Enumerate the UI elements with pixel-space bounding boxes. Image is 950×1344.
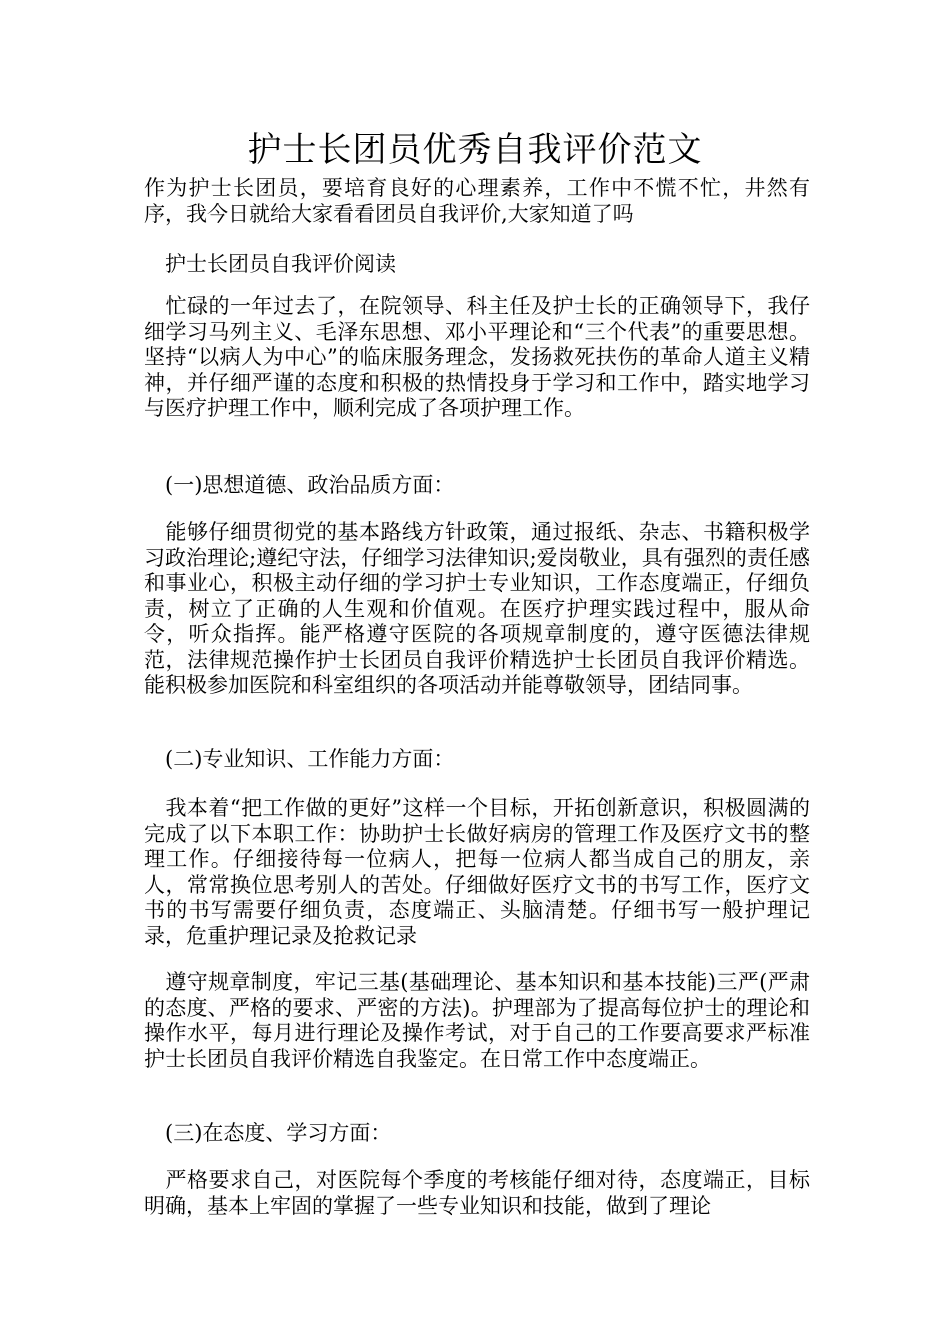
body-paragraph: 严格要求自己，对医院每个季度的考核能仔细对待，态度端正，目标明确，基本上牢固的掌握了一些专业知识和技能，做到了理论 — [144, 1168, 810, 1218]
body-paragraph: 我本着“把工作做的更好”这样一个目标，开拓创新意识，积极圆满的完成了以下本职工作：协助护士长做好病房的管理工作及医疗文书的整理工作。仔细接待每一位病人，把每一位病人都当成自己的朋友，亲人，常常换位思考别人的苦处。仔细做好医疗文书的书写工作，医疗文书的书写需要仔细负责，态度端正、头脑清楚。仔细书写一般护理记录，危重护理记录及抢救记录 — [144, 796, 810, 948]
section-heading-reading: 护士长团员自我评价阅读 — [144, 252, 396, 276]
intro-paragraph: 作为护士长团员，要培育良好的心理素养，工作中不慌不忙，井然有序，我今日就给大家看看团员自我评价,大家知道了吗 — [144, 176, 810, 226]
document-title: 护士长团员优秀自我评价范文 — [247, 130, 703, 170]
section-heading-3: (三)在态度、学习方面： — [144, 1121, 392, 1145]
body-paragraph: 遵守规章制度，牢记三基(基础理论、基本知识和基本技能)三严(严肃的态度、严格的要求、严密的方法)。护理部为了提高每位护士的理论和操作水平，每月进行理论及操作考试，对于自己的工作要高要求严标准护士长团员自我评价精选自我鉴定。在日常工作中态度端正。 — [144, 970, 810, 1071]
section-heading-2: (二)专业知识、工作能力方面： — [144, 747, 455, 771]
body-paragraph: 忙碌的一年过去了，在院领导、科主任及护士长的正确领导下，我仔细学习马列主义、毛泽东思想、邓小平理论和“三个代表”的重要思想。坚持“以病人为中心”的临床服务理念，发扬救死扶伤的革命人道主义精神，并仔细严谨的态度和积极的热情投身于学习和工作中，踏实地学习与医疗护理工作中，顺利完成了各项护理工作。 — [144, 294, 810, 420]
section-heading-1: (一)思想道德、政治品质方面： — [144, 473, 455, 497]
body-paragraph: 能够仔细贯彻党的基本路线方针政策，通过报纸、杂志、书籍积极学习政治理论;遵纪守法，仔细学习法律知识;爱岗敬业，具有强烈的责任感和事业心，积极主动仔细的学习护士专业知识，工作态度端正，仔细负责，树立了正确的人生观和价值观。在医疗护理实践过程中，服从命令，听众指挥。能严格遵守医院的各项规章制度的，遵守医德法律规范，法律规范操作护士长团员自我评价精选护士长团员自我评价精选。能积极参加医院和科室组织的各项活动并能尊敬领导，团结同事。 — [144, 520, 810, 697]
